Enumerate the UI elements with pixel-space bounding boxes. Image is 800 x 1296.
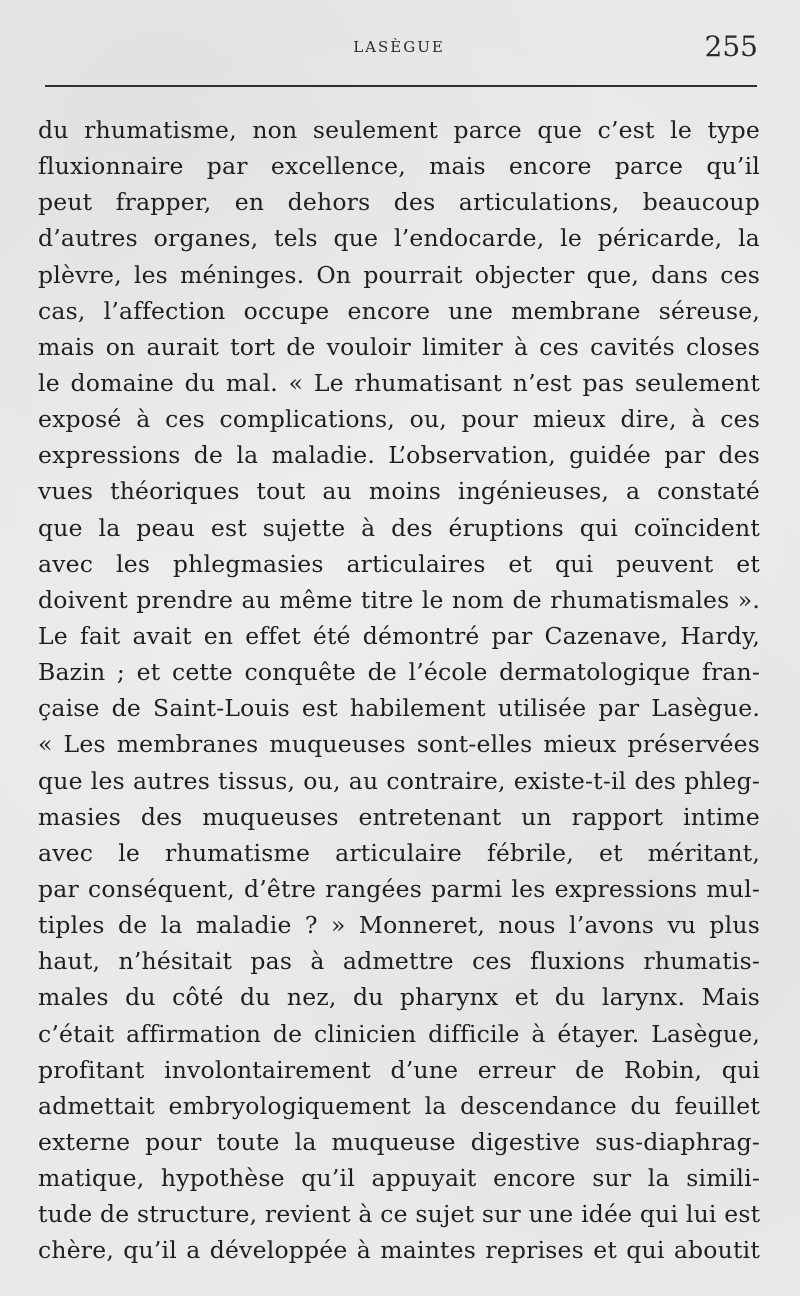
- text-line: avec le rhumatisme articulaire fébrile, et méritant,: [38, 838, 760, 867]
- text-line: profitant involontairement d’une erreur de Robin, qui: [38, 1055, 760, 1084]
- header-rule: [45, 85, 757, 87]
- text-line: vues théoriques tout au moins ingénieuses, a constaté: [38, 477, 760, 506]
- text-line: avec les phlegmasies articulaires et qui peuvent et: [38, 549, 760, 578]
- text-line: masies des muqueuses entretenant un rapport intime: [38, 802, 760, 831]
- page-number: 255: [704, 30, 758, 63]
- text-line: matique, hypothèse qu’il appuyait encore sur la simili-: [38, 1164, 760, 1193]
- text-line: admettait embryologiquement la descendance du feuillet: [38, 1091, 760, 1120]
- text-line: « Les membranes muqueuses sont-elles mieux préservées: [38, 730, 760, 759]
- text-line: haut, n’hésitait pas à admettre ces fluxions rhumatis-: [38, 947, 760, 976]
- page-header: [40, 30, 758, 70]
- text-line: chère, qu’il a développée à maintes reprises et qui aboutit: [38, 1236, 760, 1265]
- running-title: LASÈGUE: [353, 38, 445, 56]
- text-line: du rhumatisme, non seulement parce que c’est le type: [38, 116, 760, 144]
- text-line: tude de structure, revient à ce sujet sur une idée qui lui est: [38, 1200, 761, 1229]
- text-line: exposé à ces complications, ou, pour mieux dire, à ces: [38, 405, 760, 434]
- text-line: çaise de Saint-Louis est habilement utilisée par Lasègue.: [38, 694, 760, 723]
- text-line: que la peau est sujette à des éruptions qui coïncident: [38, 513, 760, 542]
- text-line: externe pour toute la muqueuse digestive sus-diaphrag-: [38, 1127, 760, 1156]
- text-line: doivent prendre au même titre le nom de rhumatismales ».: [38, 585, 760, 614]
- text-line: c’était affirmation de clinicien difficile à étayer. Lasègue,: [38, 1019, 760, 1048]
- text-line: Le fait avait en effet été démontré par Cazenave, Hardy,: [38, 621, 760, 650]
- text-line: males du côté du nez, du pharynx et du larynx. Mais: [38, 983, 760, 1012]
- text-line: expressions de la maladie. L’observation, guidée par des: [38, 441, 760, 470]
- text-line: fluxionnaire par excellence, mais encore parce qu’il: [38, 152, 760, 181]
- text-line: tiples de la maladie ? » Monneret, nous l’avons vu plus: [38, 911, 760, 940]
- text-line: cas, l’affection occupe encore une membrane séreuse,: [38, 296, 760, 325]
- text-line: que les autres tissus, ou, au contraire, existe-t-il des phleg-: [38, 766, 760, 795]
- text-line: mais on aurait tort de vouloir limiter à ces cavités closes: [38, 332, 760, 361]
- text-line: par conséquent, d’être rangées parmi les expressions mul-: [38, 874, 760, 903]
- text-line: d’autres organes, tels que l’endocarde, le péricarde, la: [38, 224, 760, 253]
- text-line: peut frapper, en dehors des articulations, beaucoup: [38, 188, 760, 217]
- text-line: Bazin ; et cette conquête de l’école dermatologique fran-: [38, 658, 760, 687]
- text-line: le domaine du mal. « Le rhumatisant n’est pas seulement: [38, 368, 760, 397]
- body-text: [38, 112, 760, 1269]
- text-line: plèvre, les méninges. On pourrait objecter que, dans ces: [38, 260, 760, 289]
